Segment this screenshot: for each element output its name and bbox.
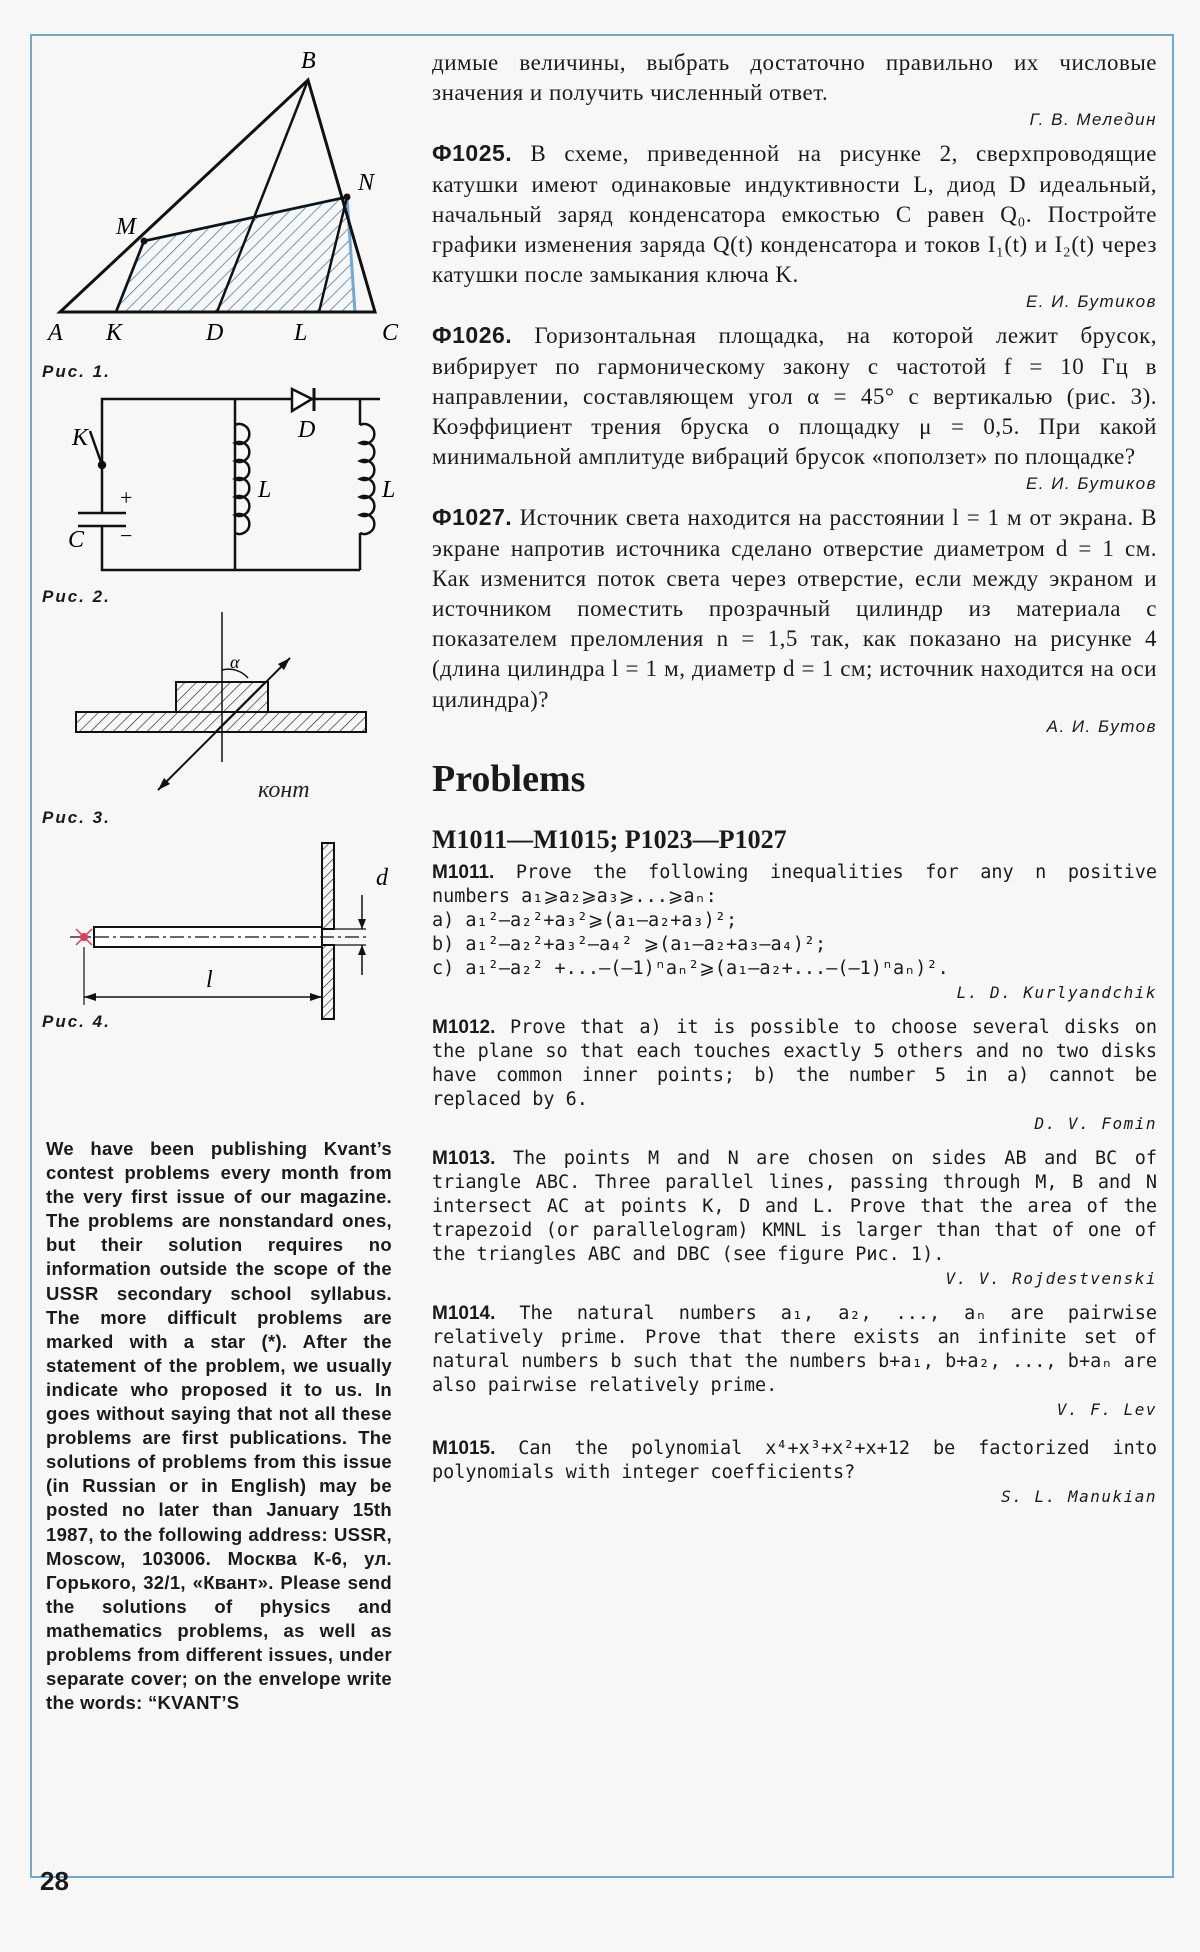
svg-text:N: N	[358, 170, 375, 196]
svg-text:+: +	[120, 485, 133, 510]
problem-number: Ф1025.	[432, 140, 513, 167]
svg-text:K: K	[106, 320, 123, 346]
author-meledin: Г. В. Меледин	[1029, 110, 1157, 130]
figure-3-platform	[40, 612, 410, 822]
svg-text:L: L	[258, 477, 272, 503]
svg-text:d: d	[376, 865, 388, 891]
problem-author: Е. И. Бутиков	[1025, 474, 1157, 494]
figure-1-triangle	[40, 40, 410, 385]
svg-text:B: B	[301, 48, 316, 74]
problem-number: M1013.	[432, 1147, 496, 1169]
problem-text: В схеме, приведенной на рисунке 2, сверхпроводящие катушки имеют одинаковые индуктивности L, диод D идеальный, начальный заряд конденсатора емкостью C равен Q₀. Постройте графики изменения заряда Q(t) конденсатора и токов I₁(t) и I₂(t) через катушки после замыкания ключа K.	[432, 141, 1158, 288]
trapezoid-kmnl	[116, 197, 355, 312]
problem-number: M1011.	[432, 861, 495, 883]
problem-author: S. L. Manukian	[1001, 1486, 1157, 1506]
problem-m1015	[432, 1437, 1157, 1485]
problem-author: L. D. Kurlyandchik	[956, 982, 1157, 1002]
problem-text: Горизонтальная площадка, на которой лежит брусок, вибрирует по гармоническому закону с частотой f = 10 Гц в направлении, составляющем угол α = 45° с вертикалью (рис. 3). Коэффициент трения бруска о площадку μ = 0,5. При какой минимальной амплитуде вибраций брусок «поползет» по площадке?	[432, 323, 1157, 470]
problem-text: Prove the following inequalities for any n positive numbers a₁⩾a₂⩾a₃⩾...⩾aₙ:	[432, 861, 1157, 907]
inequality-b: b) a₁²—a₂²+a₃²—a₄² ⩾(a₁—a₂+a₃—a₄)²;	[432, 933, 827, 955]
svg-text:−: −	[120, 523, 133, 548]
figure-2-circuit	[40, 385, 410, 585]
problem-text: Prove that a) it is possible to choose several disks on the plane so that each touches exactly 5 others and no two disks have common inner points; b) the number 5 in a) cannot be replaced by 6.	[432, 1016, 1158, 1110]
page-number: 28	[40, 1866, 69, 1896]
right-column	[432, 48, 1157, 1520]
problem-number: Ф1027.	[432, 504, 513, 531]
section-title: Problems	[432, 757, 586, 800]
problem-number: M1012.	[432, 1016, 496, 1038]
svg-text:K: K	[72, 425, 89, 451]
problem-author: V. F. Lev	[1056, 1399, 1157, 1419]
problem-number: Ф1026.	[432, 322, 513, 349]
inequality-a: a) a₁²—a₂²+a₃²⩾(a₁—a₂+a₃)²;	[432, 909, 738, 931]
svg-text:C: C	[382, 320, 399, 346]
svg-text:A: A	[48, 320, 63, 346]
svg-text:D: D	[206, 320, 224, 346]
problem-number: M1014.	[432, 1302, 496, 1324]
figure-2-caption: Рис. 2.	[42, 587, 111, 606]
problem-f1027	[432, 502, 1157, 714]
problem-m1013	[432, 1147, 1157, 1267]
section-subtitle: M1011—M1015; P1023—P1027	[432, 824, 787, 854]
problem-author: Е. И. Бутиков	[1025, 292, 1157, 312]
problem-f1025	[432, 138, 1157, 290]
figure-4-cylinder	[40, 835, 410, 1025]
problem-text: The natural numbers a₁, a₂, ..., aₙ are pairwise relatively prime. Prove that there exists an infinite set of natural numbers b such that the numbers b+a₁, b+a₂, ..., b+aₙ are also pairwise relatively prime.	[432, 1302, 1157, 1396]
svg-text:L: L	[294, 320, 308, 346]
svg-text:α: α	[230, 652, 240, 672]
svg-text:l: l	[206, 967, 213, 993]
problem-text: Can the polynomial x⁴+x³+x²+x+12 be factorized into polynomials with integer coefficients?	[432, 1437, 1157, 1483]
problem-author: V. V. Rojdestvenski	[945, 1268, 1157, 1288]
problem-text: The points M and N are chosen on sides AB and BC of triangle ABC. Three parallel lines, passing through M, B and N intersect AC at points K, D and L. Prove that the area of the trapezoid (or parallelogram) KMNL is larger than that of one of the triangles ABC and DBC (see figure Рис. 1).	[432, 1147, 1157, 1265]
problem-author: А. И. Бутов	[1046, 716, 1157, 736]
problem-number: M1015.	[432, 1437, 496, 1459]
problem-m1014	[432, 1302, 1157, 1398]
svg-text:M: M	[116, 214, 136, 240]
figure-1-caption: Рис. 1.	[42, 362, 111, 381]
figure-4-caption: Рис. 4.	[42, 1012, 111, 1031]
inequality-c: c) a₁²—a₂² +...—(—1)ⁿaₙ²⩾(a₁—a₂+...—(—1)ⁿaₙ)².	[432, 957, 949, 979]
problem-f1026	[432, 320, 1157, 472]
svg-text:L: L	[382, 477, 396, 503]
problem-text: Источник света находится на расстоянии l = 1 м от экрана. В экране напротив источника сделано отверстие диаметром d = 1 см. Как изменится поток света через отверстие, если между экраном и источником поместить прозрачный цилиндр из материала с показателем преломления n = 1,5 так, как показано на рисунке 4 (длина цилиндра l = 1 м, диаметр d = 1 см; источник находится на оси цилиндра)?	[432, 505, 1157, 712]
problem-author: D. V. Fomin	[1034, 1113, 1157, 1133]
english-intro-text: We have been publishing Kvant’s contest problems every month from the very first issue of our magazine. The problems are nonstandard ones, but their solution requires no information outside the scope of the USSR secondary school syllabus. The more difficult problems are marked with a star (*). After the statement of the problem, we usually indicate who proposed it to us. In goes without saying that not all these problems are first publications. The solutions of problems from this issue (in Russian or in English) may be posted no later than January 15th 1987, to the following address: USSR, Moscow, 103006. Москва К-6, ул. Горького, 32/1, «Квант». Please send the solutions of physics and mathematics problems, as well as problems from different issues, under separate cover; on the envelope write the words: “KVANT’S	[46, 1138, 392, 1714]
svg-text:конт: конт	[258, 777, 310, 803]
svg-text:D: D	[298, 417, 316, 443]
figure-3-caption: Рис. 3.	[42, 808, 111, 827]
problem-m1012	[432, 1016, 1157, 1112]
problem-m1011	[432, 861, 1157, 909]
svg-text:C: C	[68, 527, 85, 553]
previous-problem-tail: димые величины, выбрать достаточно правильно их числовые значения и получить численный ответ.	[432, 50, 1157, 106]
